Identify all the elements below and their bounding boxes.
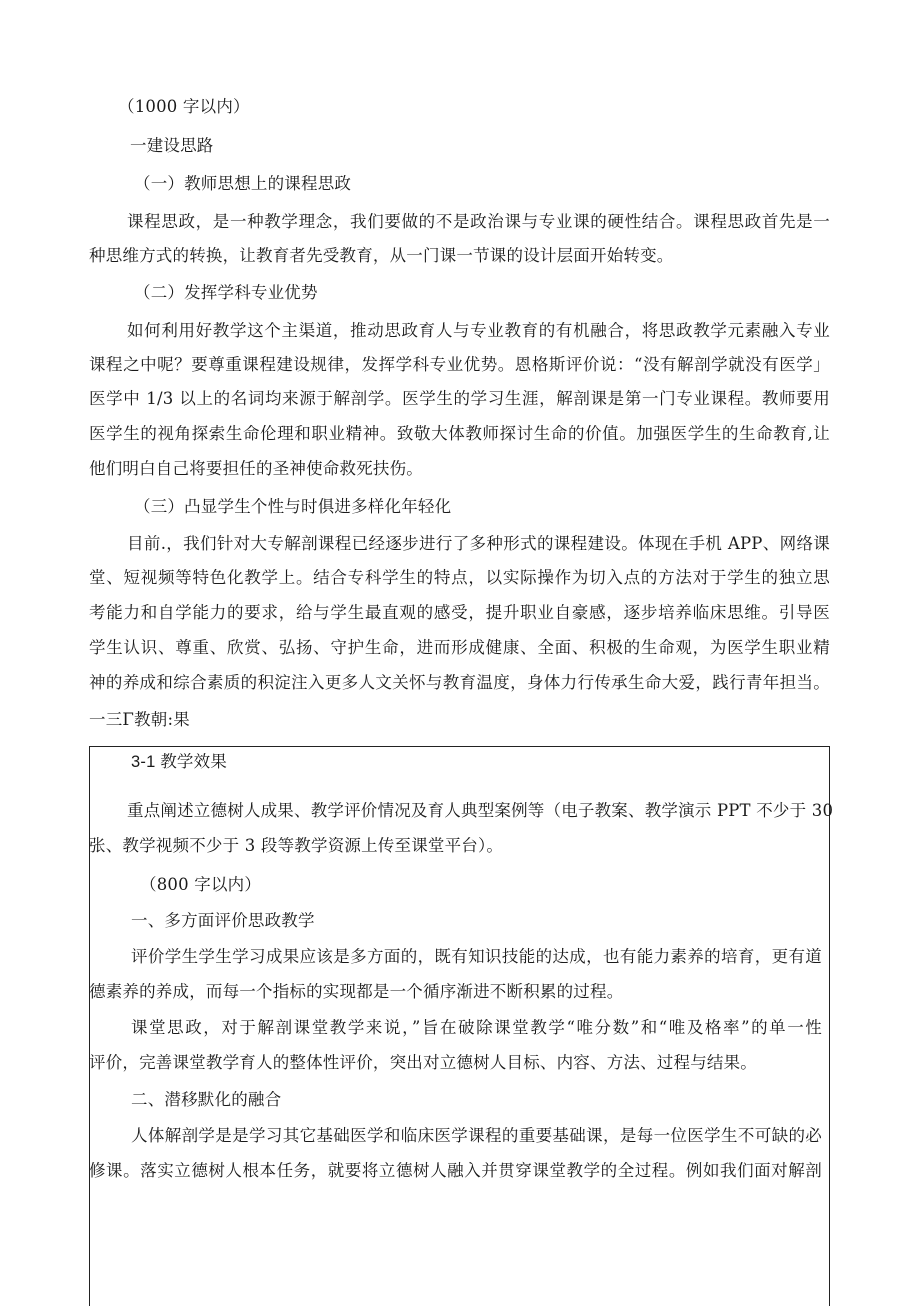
box-paragraph-line: 修课。落实立德树人根本任务，就要将立德树人融入并贯穿课堂教学的全过程。例如我们面对解剖 — [89, 1161, 822, 1180]
box-paragraph-line: 评价，完善课堂教学育人的整体性评价，突出对立德树人目标、内容、方法、过程与结果。 — [89, 1053, 757, 1072]
box-paragraph-line: 评价学生学生学习成果应该是多方面的，既有知识技能的达成，也有能力素养的培育，更有道 — [131, 947, 822, 966]
paragraph-line: 医学生的视角探索生命伦理和职业精神。致敬大体教师探讨生命的价值。加强医学生的生命教育,让 — [89, 424, 830, 443]
paragraph-line: 如何利用好教学这个主渠道，推动思政育人与专业教育的有机融合，将思政教学元素融入专业 — [127, 321, 830, 340]
box-item-title-1: 一、多方面评价思政教学 — [131, 911, 315, 930]
paragraph-line: 考能力和自学能力的要求，给与学生最直观的感受，提升职业自豪感，逐步培养临床思维。引导医 — [89, 603, 830, 622]
paragraph-line: 课程之中呢？要尊重课程建设规律，发挥学科专业优势。恩格斯评价说：“没有解剖学就没有医学」 — [89, 355, 830, 374]
paragraph-line: 目前.，我们针对大专解剖课程已经逐步进行了多种形式的课程建设。体现在手机 APP、网络课 — [127, 534, 830, 553]
box-intro-line: 张、教学视频不少于 3 段等教学资源上传至课堂平台）。 — [89, 836, 504, 855]
box-paragraph-line: 课堂思政，对于解剖课堂教学来说，”旨在破除课堂教学“唯分数”和“唯及格率”的单一性 — [131, 1018, 822, 1037]
paragraph-line: 堂、短视频等特色化教学上。结合专科学生的特点，以实际操作为切入点的方法对于学生的独立思 — [89, 568, 830, 587]
box-intro-line: 重点阐述立德树人成果、教学评价情况及育人典型案例等（电子教案、教学演示 PPT 不少于 30 — [127, 801, 834, 820]
box-word-limit: （800 字以内） — [140, 875, 262, 894]
paragraph-line: 医学中 1/3 以上的名词均来源于解剖学。医学生的学习生涯，解剖课是第一门专业课程。教师要用 — [89, 389, 830, 408]
subsection-title-2: （二）发挥学科专业优势 — [134, 283, 318, 302]
box-title: 3-1 教学效果 — [131, 753, 228, 771]
paragraph-line: 他们明白自己将要担任的圣神使命救死扶伤。 — [89, 459, 423, 478]
section-heading-teaching-results: 一三Γ教朝:果 — [89, 710, 190, 729]
paragraph-line: 课程思政，是一种教学理念，我们要做的不是政治课与专业课的硬性结合。课程思政首先是一 — [127, 212, 830, 231]
box-item-title-2: 二、潜移默化的融合 — [131, 1090, 282, 1109]
box-paragraph-line: 人体解剖学是是学习其它基础医学和临床医学课程的重要基础课，是每一位医学生不可缺的必 — [131, 1126, 822, 1145]
subsection-title-3: （三）凸显学生个性与时俱进多样化年轻化 — [134, 497, 452, 516]
subsection-title-1: （一）教师思想上的课程思政 — [134, 174, 352, 193]
paragraph-line: 学生认识、尊重、欣赏、弘扬、守护生命，进而形成健康、全面、积极的生命观，为医学生职业精 — [89, 638, 830, 657]
box-paragraph-line: 德素养的养成，而每一个指标的实现都是一个循序渐进不断积累的过程。 — [89, 982, 624, 1001]
section-heading-construction: 一建设思路 — [130, 136, 214, 155]
paragraph-line: 种思维方式的转换，让教育者先受教育，从一门课一节课的设计层面开始转变。 — [89, 246, 674, 265]
paragraph-line: 神的养成和综合素质的积淀注入更多人文关怀与教育温度，身体力行传承生命大爱，践行青年担当。 — [89, 673, 830, 692]
word-limit-note: （1000 字以内） — [118, 97, 250, 116]
